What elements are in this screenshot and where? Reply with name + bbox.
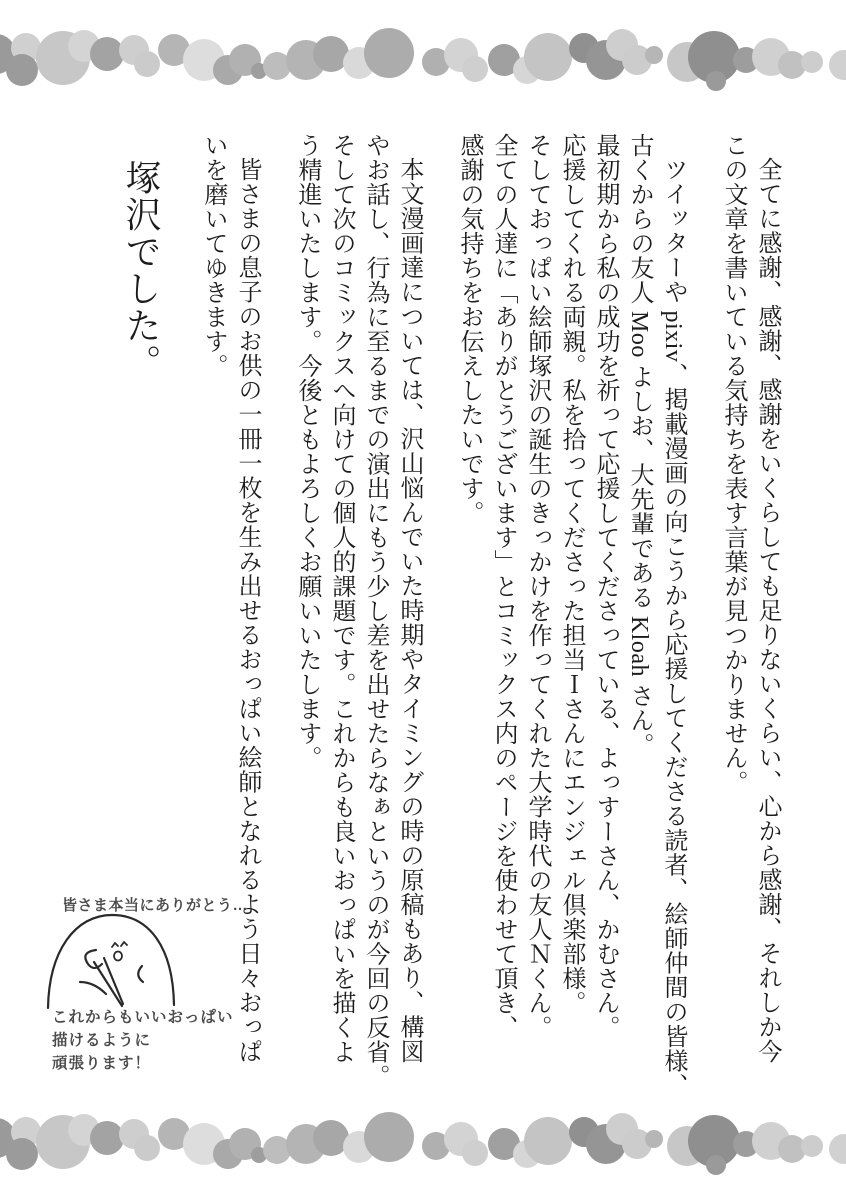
decorative-circle [6,1138,38,1170]
mascot-mouth [114,952,122,961]
doodle-caption-top: 皆さま本当にありがとう… [62,897,249,914]
decorative-circle [524,33,572,81]
mascot-arm-scribble [85,950,102,968]
text-line: いを磨いてゆきます。 [200,133,226,378]
signature-line: 塚沢でした。 [121,159,161,381]
mascot-body [48,915,174,1008]
decorative-circle [706,1155,726,1175]
decorative-circle [801,1135,823,1157]
text-line: やお話し、行為に至るまでの演出にもう少し差を出せたらなぁというのが今回の反省。 [362,133,388,1089]
circle-border-top-decoration [0,26,846,110]
doodle-caption-bottom-line: 頑張ります！ [52,1055,152,1072]
decorative-circle [90,37,124,71]
text-line: う精進いたします。今後ともよろしくお願いいたします。 [294,133,320,770]
paragraph [716,133,784,1081]
doodle-caption-bottom-line: 描けるように [52,1032,152,1049]
mascot-eye-right [121,942,127,946]
decorative-circle [829,50,846,80]
text-line: 応援してくれる両親。私を拾ってくださった担当Ｉさんにエンジェル倶楽部様。 [558,133,584,1015]
text-line: 全てに感謝、感謝、感謝をいくらしても足りないくらい、心から感謝、それしか今 [754,157,780,1064]
mascot-eye-left [112,943,118,947]
text-line: この文章を書いている気持ちを表す言葉が見つかりません。 [720,133,746,795]
text-line: 感謝の気持ちをお伝えしたいです。 [456,133,482,525]
text-line: 古くからの友人 Moo よしお、大先輩である Kloah さん。 [626,133,652,757]
text-line: そして次のコミックスへ向けての個人的課題です。これからも良いおっぱいを描くよ [328,133,354,1064]
decorative-circle [462,1140,488,1166]
decorative-circle [462,56,488,82]
decorative-circle [134,1135,160,1161]
decorative-circle [6,54,38,86]
mascot-arm-scribble [80,982,106,994]
decorative-circle [364,1112,414,1162]
decorative-circle [829,1134,846,1164]
text-line: そしておっぱい絵師塚沢の誕生のきっかけを作ってくれた大学時代の友人Ｎくん。 [524,133,550,1040]
text-line: 全ての人達に「ありがとうございます」とコミックス内のページを使わせて頂き、 [490,133,516,1040]
doodle-caption-bottom [52,1006,234,1075]
text-line: 本文漫画達については、沢山悩んでいた時期やタイミングの時の原稿もあり、構図 [396,157,422,1064]
decorative-circle [524,1117,572,1165]
paragraph [290,133,426,1089]
decorative-circle [134,51,160,77]
paragraph [452,133,690,1098]
text-line: 皆さまの息子のお供の一冊一枚を生み出せるおっぱい絵師となれるよう日々おっぱ [234,157,260,1064]
decorative-circle [90,1121,124,1155]
decorative-circle [645,1130,663,1148]
decorative-circle [706,71,726,91]
text-line: ツイッターや pixiv、掲載漫画の向こうから応援してくださる読者、絵師仲間の皆様、 [660,157,686,1098]
decorative-circle [364,28,414,78]
text-line: 最初期から私の成功を祈って応援してくださっている、よっすーさん、かむさん。 [592,133,618,1040]
circle-border-bottom-decoration [0,1110,846,1194]
decorative-circle [801,51,823,73]
doodle-caption-bottom-line: これからもいいおっぱい [52,1009,234,1026]
decorative-circle [645,46,663,64]
mascot-hand-curve [138,966,143,982]
